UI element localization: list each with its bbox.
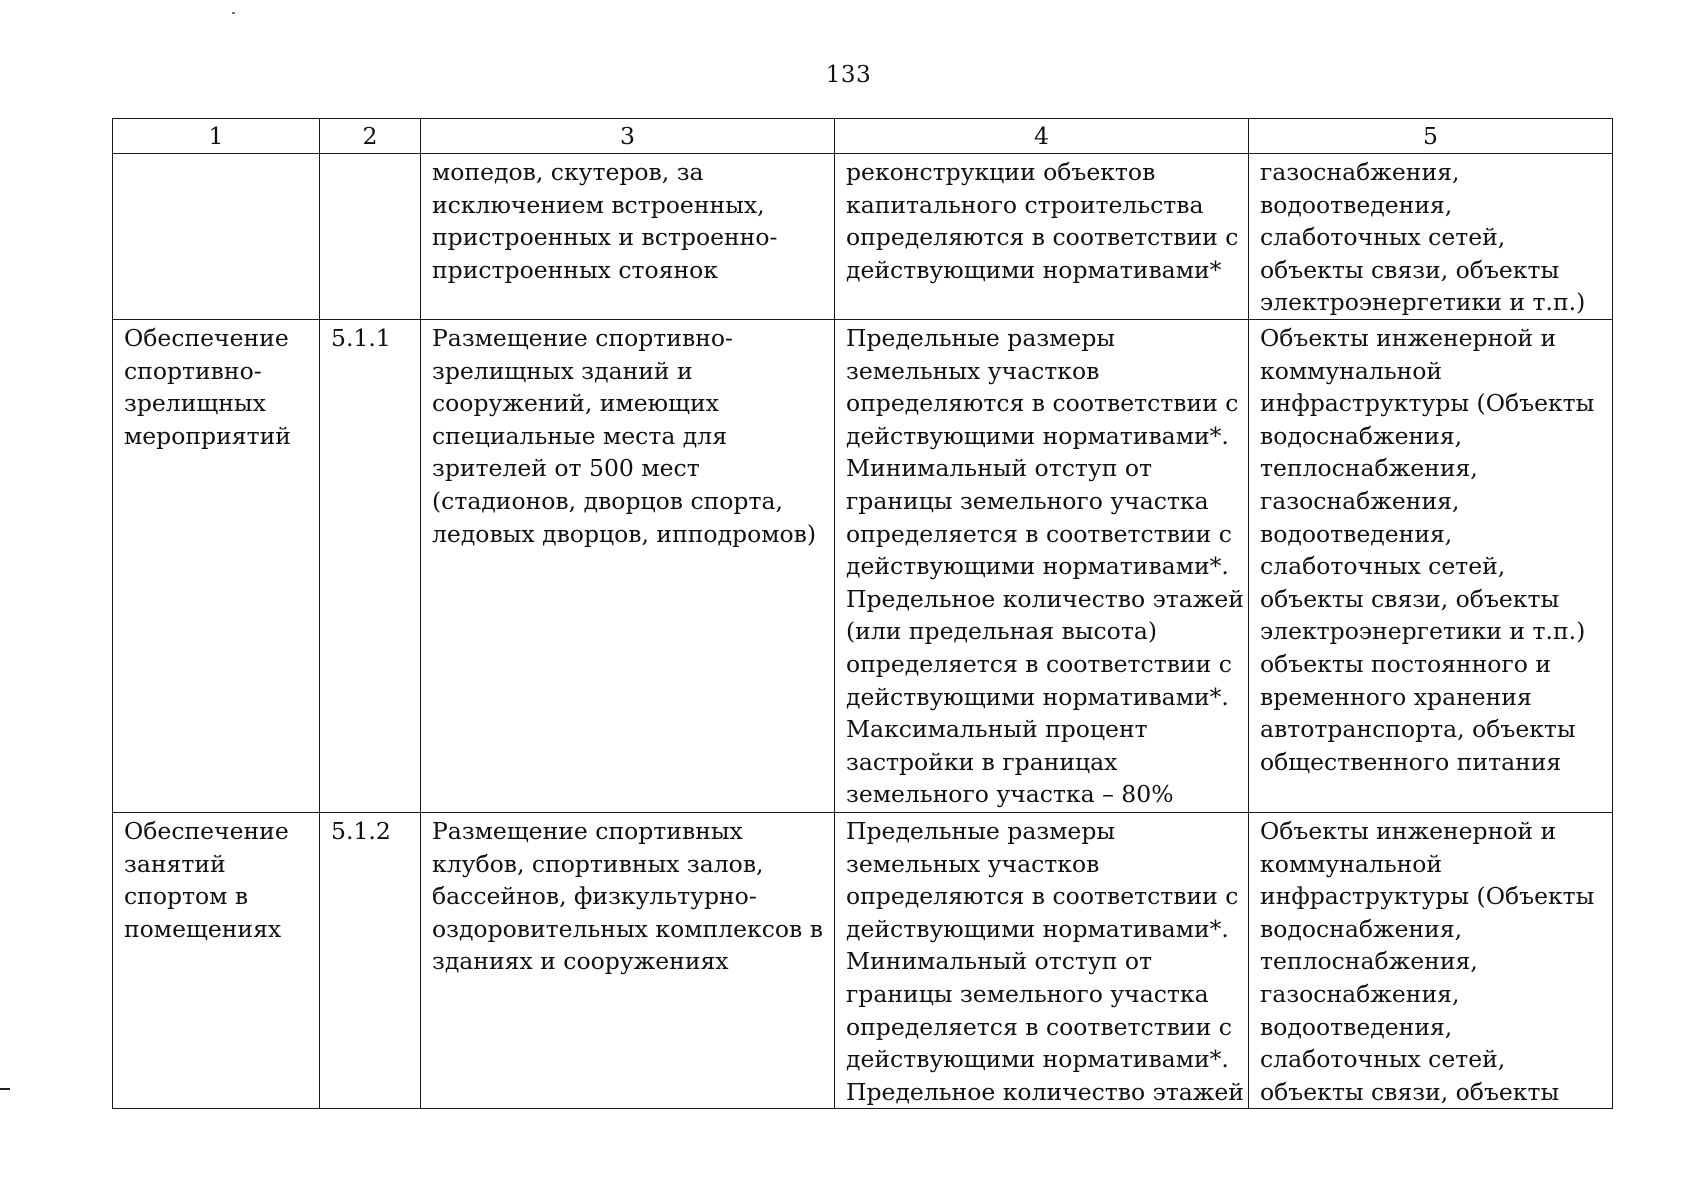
auxiliary-uses-cell: Объекты инженерной и коммунальной инфраструктуры (Объекты водоснабжения, теплоснабжения, газоснабжения, водоотведения, слаботочных сетей, объекты связи, объекты [1249,812,1613,1108]
parameters-cell: реконструкции объектов капитального строительства определяются в соответствии с действующими нормативами* [835,154,1249,320]
use-code-cell: 5.1.2 [320,812,421,1108]
table-row-continuation [113,154,1613,320]
table-row-5-1-1 [113,319,1613,812]
use-description-cell: Размещение спортивно- зрелищных зданий и сооружений, имеющих специальные места для зрителей от 500 мест (стадионов, дворцов спорта, ледовых дворцов, ипподромов) [421,319,835,812]
header-row [113,119,1613,154]
header-col-4: 4 [835,119,1249,154]
header-col-2: 2 [320,119,421,154]
parameters-cell: Предельные размеры земельных участков определяются в соответствии с действующими нормативами*. Минимальный отступ от границы земельного участка определяется в соответствии с действующими нормативами*. Предельное количество этажей (или предельная высота) определяется в соответствии с действующими нормативами*. Максимальный процент застройки в границах земельного участка – 80% [835,319,1249,812]
use-name-cell: Обеспечение спортивно- зрелищных мероприятий [113,319,320,812]
scan-edge-mark [0,1088,10,1090]
use-name-cell: Обеспечение занятий спортом в помещениях [113,812,320,1108]
page-number: 133 [825,62,872,88]
use-description-cell: Размещение спортивных клубов, спортивных залов, бассейнов, физкультурно- оздоровительных комплексов в зданиях и сооружениях [421,812,835,1108]
header-col-5: 5 [1249,119,1613,154]
land-use-table [112,118,1613,1109]
use-name-cell [113,154,320,320]
use-description-cell: мопедов, скутеров, за исключением встроенных, пристроенных и встроенно- пристроенных стоянок [421,154,835,320]
parameters-cell: Предельные размеры земельных участков определяются в соответствии с действующими нормативами*. Минимальный отступ от границы земельного участка определяется в соответствии с действующими нормативами*. Предельное количество этажей [835,812,1249,1108]
table-row-5-1-2 [113,812,1613,1108]
auxiliary-uses-cell: Объекты инженерной и коммунальной инфраструктуры (Объекты водоснабжения, теплоснабжения, газоснабжения, водоотведения, слаботочных сетей, объекты связи, объекты электроэнергетики и т.п.) объекты постоянного и временного хранения автотранспорта, объекты общественного питания [1249,319,1613,812]
auxiliary-uses-cell: газоснабжения, водоотведения, слаботочных сетей, объекты связи, объекты электроэнергетики и т.п.) [1249,154,1613,320]
use-code-cell [320,154,421,320]
header-col-1: 1 [113,119,320,154]
header-col-3: 3 [421,119,835,154]
use-code-cell: 5.1.1 [320,319,421,812]
scan-speck [232,12,235,14]
